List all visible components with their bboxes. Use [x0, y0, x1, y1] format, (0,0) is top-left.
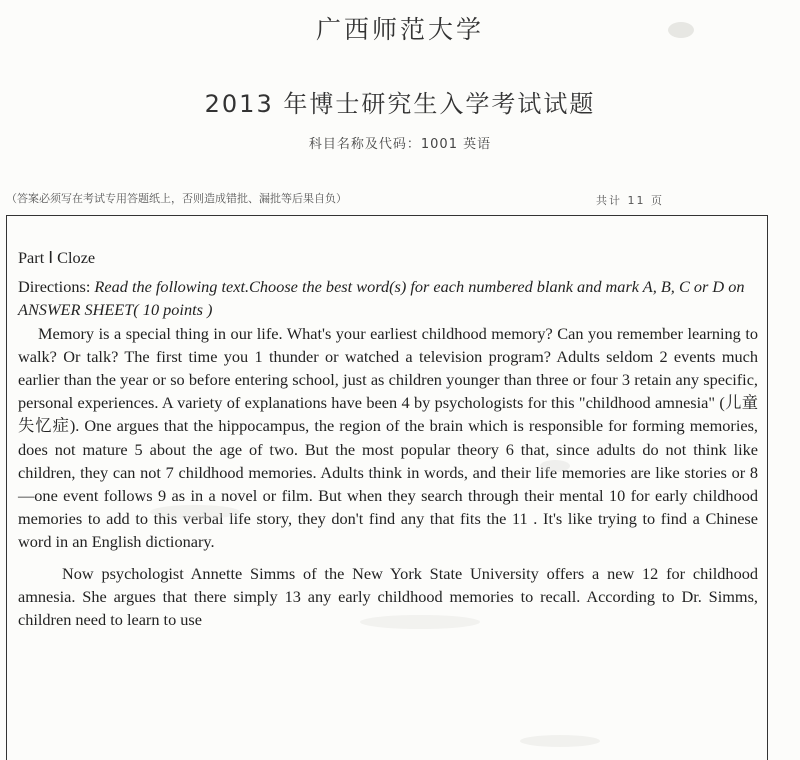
- page-count: 共计 11 页: [596, 194, 664, 207]
- subject-line: 科目名称及代码：1001 英语: [308, 137, 492, 152]
- scan-speck: [150, 505, 240, 519]
- directions-text: Read the following text.Choose the best word(s) for each numbered blank and mark A, B, C or D on ANSWER SHEET( 10 points ): [18, 277, 745, 320]
- exam-title: 2013 年博士研究生入学考试试题: [204, 90, 596, 118]
- directions-label: Directions:: [18, 277, 91, 297]
- scan-speck: [668, 22, 694, 38]
- exam-content: [18, 246, 758, 631]
- university-name: 广西师范大学: [315, 15, 484, 44]
- passage-paragraph-1: Memory is a special thing in our life. What's your earliest childhood memory? Can you remember learning to walk? Or talk? The first time you 1 thunder or watched a television program? Adults seldom 2 events much earlier than the year or so before entering school, just as children younger than three or four 3 retain any specific, personal experiences. A variety of explanations have been 4 by psychologists for this "childhood amnesia" (儿童失忆症). One argues that the hippocampus, the region of the brain which is responsible for forming memories, does not mature 5 about the age of two. But the most popular theory 6 that, since adults do not think like children, they can not 7 childhood memories. Adults think in words, and their life memories are like stories or 8 —one event follows 9 as in a novel or film. But when they search through their mental 10 for early childhood memories to add to this verbal life story, they don't find any that fits the 11 . It's like trying to find a Chinese word in an English dictionary.: [18, 323, 758, 552]
- passage-paragraph-2: Now psychologist Annette Simms of the New York State University offers a new 12 for childhood amnesia. She argues that there simply 13 any early childhood memories to recall. According to Dr. Simms, children need to learn to use: [18, 563, 758, 630]
- scan-speck: [540, 460, 570, 472]
- answer-sheet-note: （答案必须写在考试专用答题纸上，否则造成错批、漏批等后果自负）: [6, 192, 347, 205]
- part-title: Part Ⅰ Cloze: [18, 248, 96, 267]
- directions: [18, 275, 758, 321]
- scan-speck: [520, 735, 600, 747]
- scan-speck: [360, 615, 480, 629]
